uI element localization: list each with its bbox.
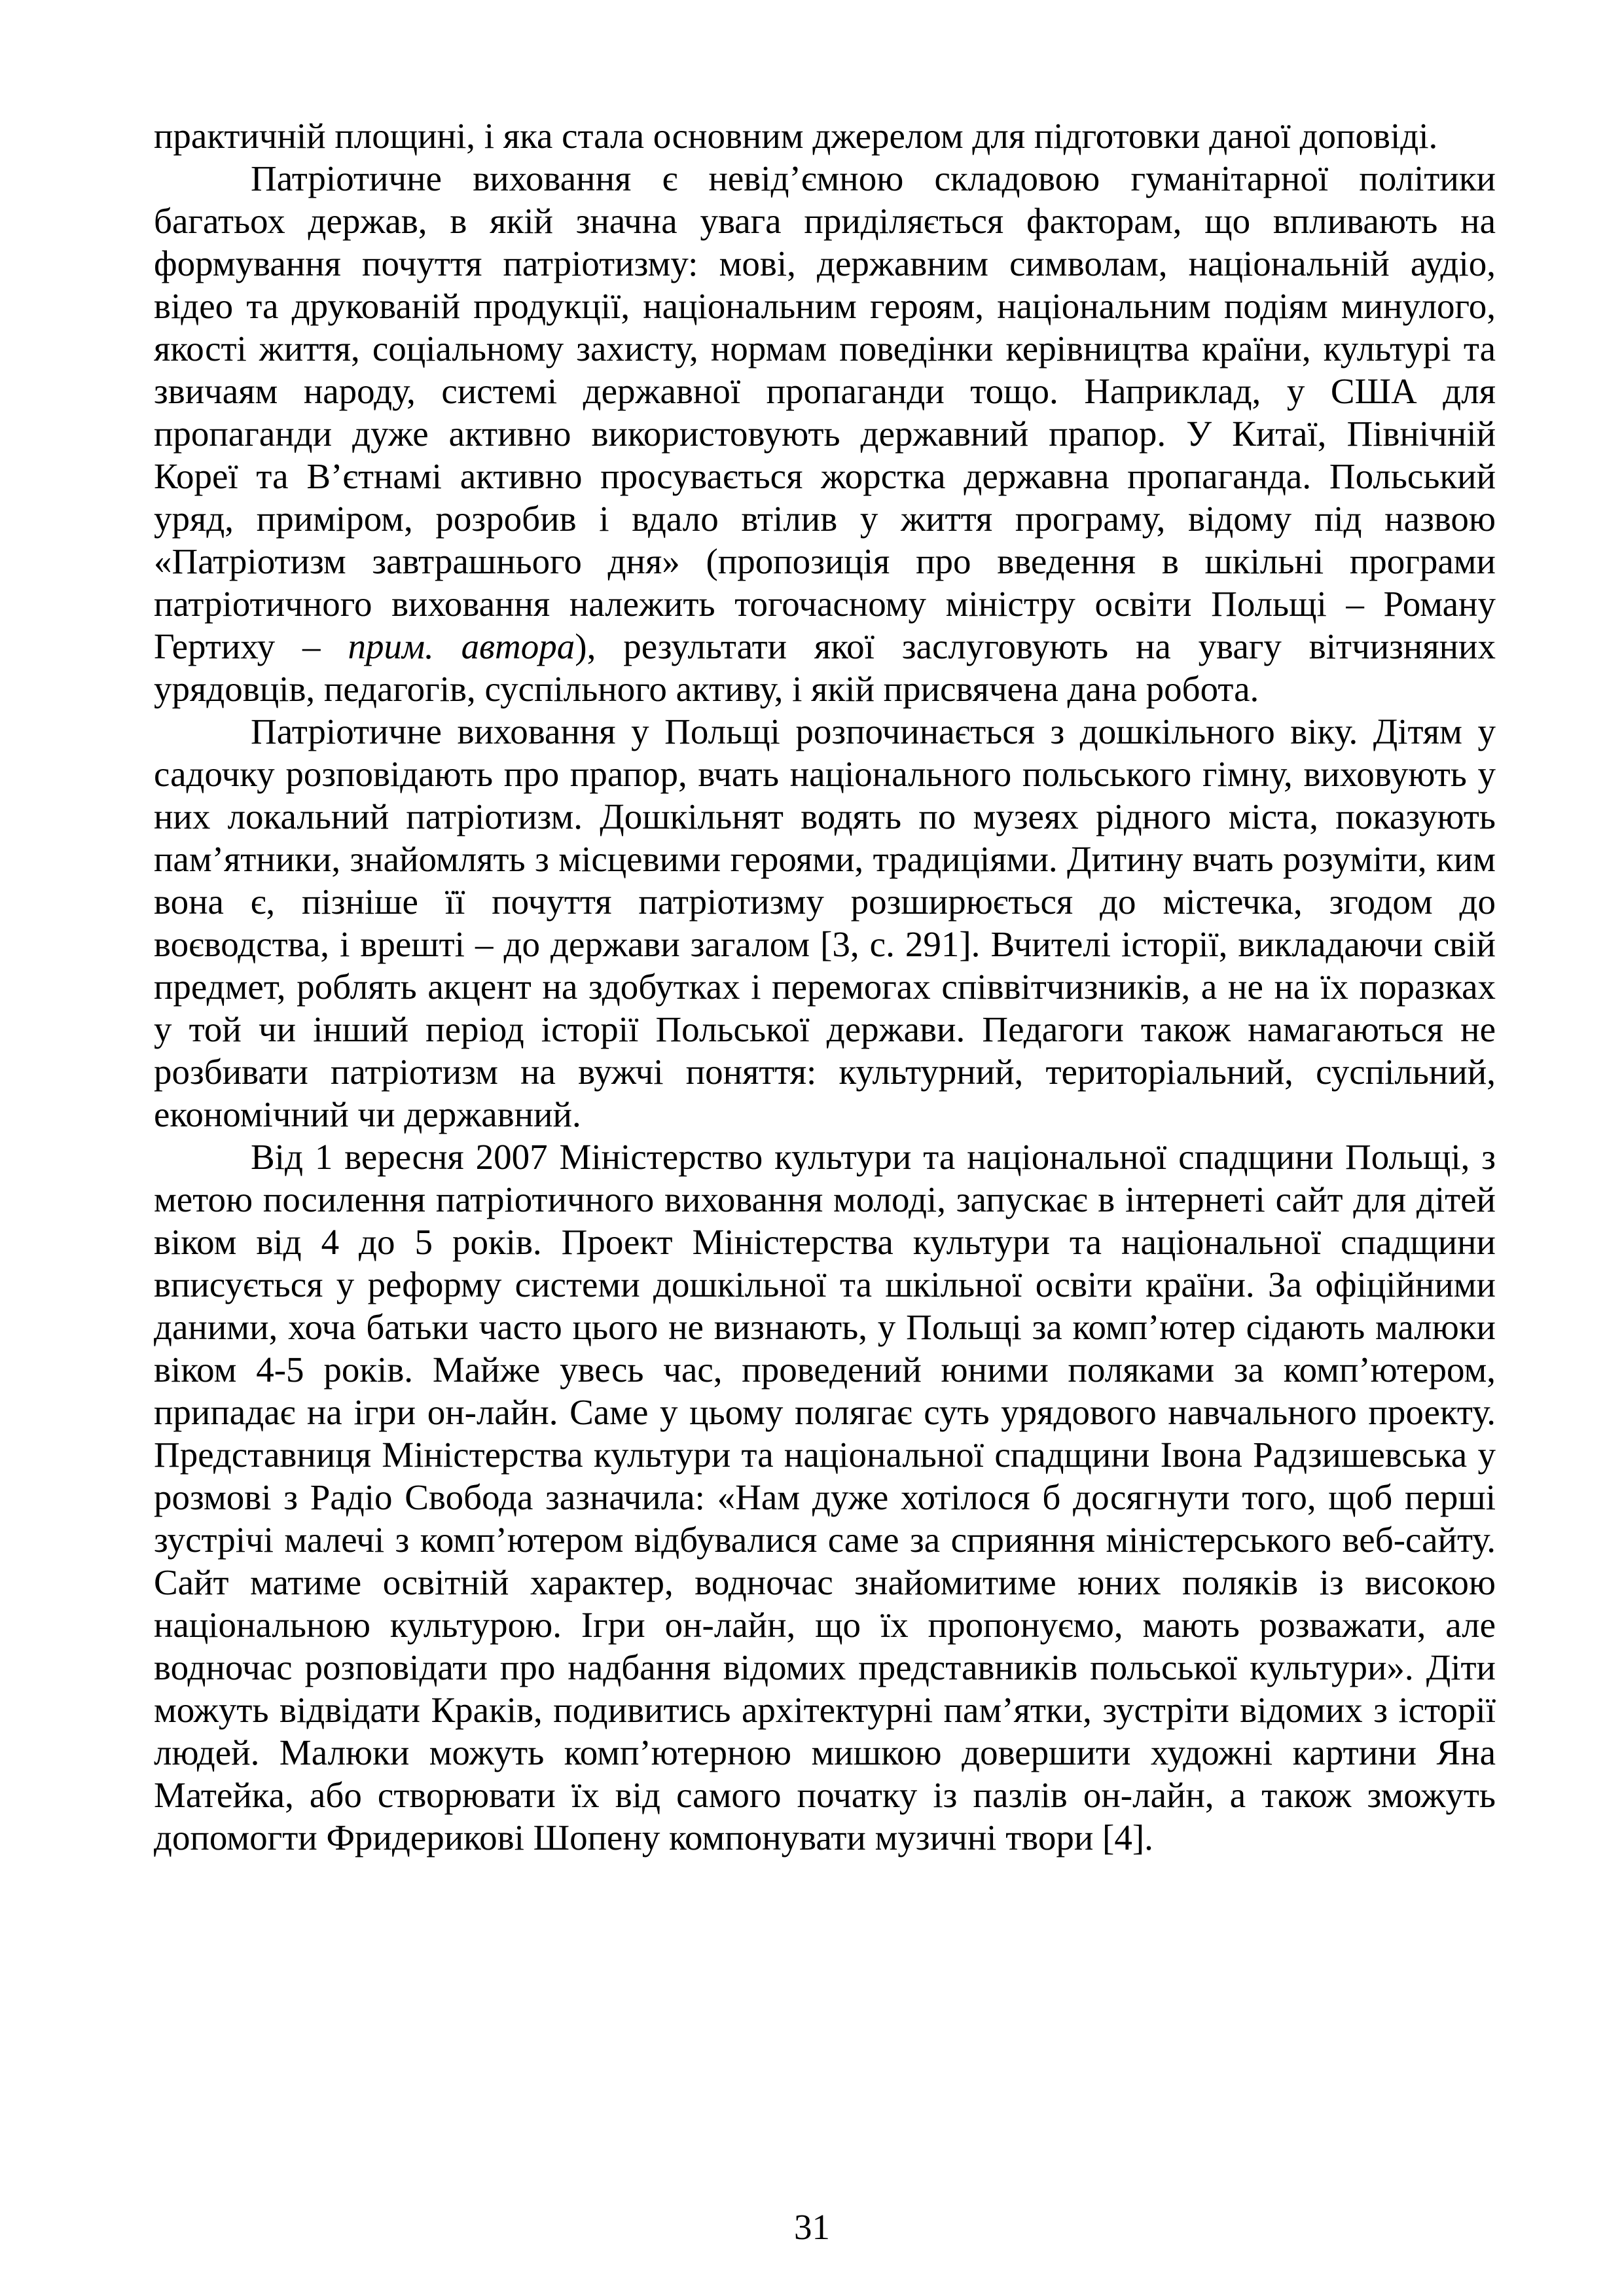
- paragraph-preschool-education: Патріотичне виховання у Польщі розпочинається з дошкільного віку. Дітям у садочку розповідають про прапор, вчать національного польського гімну, виховують у них локальний патріотизм. Дошкільнят водять по музеях рідного міста, показують пам’ятники, знайомлять з місцевими героями, традиціями. Дитину вчать розуміти, ким вона є, пізніше її почуття патріотизму розширюється до містечка, згодом до воєводства, і врешті – до держави загалом [3, с. 291]. Вчителі історії, викладаючи свій предмет, роблять акцент на здобутках і перемогах співвітчизників, а не на їх поразках у той чи інший період історії Польської держави. Педагоги також намагаються не розбивати патріотизм на вужчі поняття: культурний, територіальний, суспільний, економічний чи державний.: [154, 711, 1496, 1134]
- page-number: 31: [794, 2207, 830, 2247]
- author-note: прим. автора: [348, 626, 575, 666]
- paragraph-patriotic-education-policy: [154, 157, 1496, 710]
- document-page: [154, 115, 1496, 1859]
- paragraph-ministry-website: Від 1 вересня 2007 Міністерство культури та національної спадщини Польщі, з метою посилення патріотичного виховання молоді, запускає в інтернеті сайт для дітей віком від 4 до 5 років. Проект Міністерства культури та національної спадщини вписується у реформу системи дошкільної та шкільної освіти країни. За офіційними даними, хоча батьки часто цього не визнають, у Польщі за комп’ютер сідають малюки віком 4-5 років. Майже увесь час, проведений юними поляками за комп’ютером, припадає на ігри он-лайн. Саме у цьому полягає суть урядового навчального проекту. Представниця Міністерства культури та національної спадщини Івона Радзишевська у розмові з Радіо Свобода зазначила: «Нам дуже хотілося б досягнути того, щоб перші зустрічі малечі з комп’ютером відбувалися саме за сприяння міністерського веб-сайту. Сайт матиме освітній характер, водночас знайомитиме юних поляків із високою національною культурою. Ігри он-лайн, що їх пропонуємо, мають розважати, але водночас розповідати про надбання відомих представників польської культури». Діти можуть відвідати Краків, подивитись архітектурні пам’ятки, зустріти відомих з історії людей. Малюки можуть комп’ютерною мишкою довершити художні картини Яна Матейка, або створювати їх від самого початку із пазлів он-лайн, а також зможуть допомогти Фридерикові Шопену компонувати музичні твори [4].: [154, 1137, 1496, 1857]
- paragraph-text-continued: ), результати якої заслуговують на увагу вітчизняних урядовців, педагогів, суспільного активу, і якій присвячена дана робота.: [154, 626, 1496, 709]
- paragraph-text: Патріотичне виховання є невід’ємною складовою гуманітарної політики багатьох держав, в якій значна увага приділяється факторам, що впливають на формування почуття патріотизму: мові, державним символам, національній аудіо, відео та друкованій продукції, національним героям, національним подіям минулого, якості життя, соціальному захисту, нормам поведінки керівництва країни, культурі та звичаям народу, системі державної пропаганди тощо. Наприклад, у США для пропаганди дуже активно використовують державний прапор. У Китаї, Північній Кореї та В’єтнамі активно просувається жорстка державна пропаганда. Польський уряд, приміром, розробив і вдало втілив у життя програму, відому під назвою «Патріотизм завтрашнього дня» (пропозиція про введення в шкільні програми патріотичного виховання належить тогочасному міністру освіти Польщі – Роману Гертиху –: [154, 158, 1496, 666]
- paragraph-continuation: практичній площині, і яка стала основним джерелом для підготовки даної доповіді.: [154, 116, 1438, 156]
